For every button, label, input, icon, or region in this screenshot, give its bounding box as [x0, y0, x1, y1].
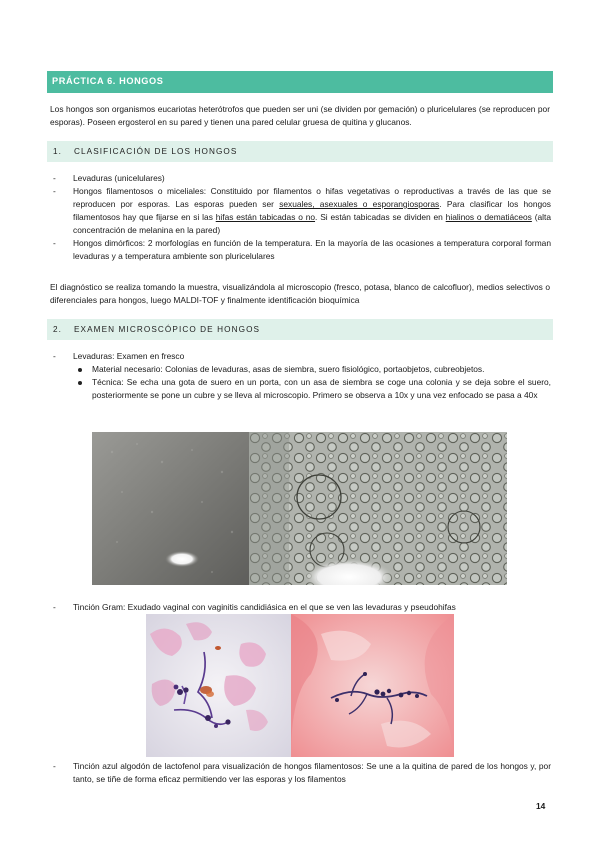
- item-text: Hongos dimórficos: 2 morfologías en función de la temperatura. En la mayoría de las ocasiones a temperatura corporal forman levaduras y a temperatura ambiente son pluricelulares: [73, 238, 551, 261]
- list-dash: -: [53, 761, 56, 771]
- microscope-yeast-40x-image: [249, 432, 507, 585]
- item-text: . Si están tabicadas se dividen en: [315, 212, 446, 222]
- section-title: CLASIFICACIÓN DE LOS HONGOS: [74, 147, 238, 156]
- microscope-fresh-10x-image: [92, 432, 249, 585]
- list-dash: -: [53, 238, 56, 248]
- gram-stain-item: [53, 601, 551, 614]
- item-text: Hongos filamentosos o miceliales: Constituido por filamentos o hifas vegetativas o reproductivas a través de las que se reproducen por esporas. Las esporas pueden ser: [73, 186, 551, 209]
- section-heading-examen: [47, 319, 553, 340]
- list-item: [53, 350, 551, 402]
- classification-list: [53, 172, 551, 263]
- list-item: [53, 185, 551, 237]
- item-text: . Para clasificar los hongos filamentosos hay que fijarse en si las: [73, 199, 551, 222]
- sub-list-item: [73, 363, 551, 376]
- item-text: Tinción azul algodón de lactofenol para visualización de hongos filamentosos: Se une a la quitina de pared de los hongos y, por tanto, se tiñe de forma eficaz permitiendo ver las esporas y los filamentos: [73, 761, 551, 784]
- section-heading-clasificacion: [47, 141, 553, 162]
- item-text: Levaduras (unicelulares): [73, 173, 165, 183]
- item-text: (alta concentración de melanina en la pared): [73, 212, 551, 235]
- gram-stain-image-2: [291, 614, 454, 757]
- list-dash: -: [53, 351, 56, 361]
- lactophenol-stain-item: [53, 760, 551, 786]
- bullet-icon: [78, 368, 82, 372]
- underlined-text: hifas están tabicadas o no: [215, 212, 316, 222]
- item-text: Levaduras: Examen en fresco: [73, 351, 185, 361]
- list-item: [53, 237, 551, 263]
- intro-paragraph: Los hongos son organismos eucariotas heterótrofos que pueden ser uni (se dividen por gemación) o pluricelulares (se reproducen por esporas). Poseen ergosterol en su pared y tienen una pared celular gruesa de quitina y glucanos.: [50, 104, 550, 127]
- underlined-text: sexuales, asexuales o esporangiosporas: [279, 199, 440, 209]
- bullet-icon: [78, 381, 82, 385]
- list-dash: -: [53, 173, 56, 183]
- list-dash: -: [53, 602, 56, 612]
- section-number: 2.: [53, 325, 63, 334]
- page-title: PRÁCTICA 6. HONGOS: [47, 71, 553, 93]
- item-text: Material necesario: Colonias de levaduras, asas de siembra, suero fisiológico, portaobjetos, cubreobjetos.: [92, 364, 485, 374]
- item-text: Tinción Gram: Exudado vaginal con vaginitis candidiásica en el que se ven las levaduras y pseudohifas: [73, 602, 456, 612]
- section-number: 1.: [53, 147, 63, 156]
- gram-stain-image-1: [146, 614, 291, 757]
- list-item: [53, 172, 551, 185]
- sub-list-item: [73, 376, 551, 402]
- underlined-text: hialinos o dematiáceos: [445, 212, 532, 222]
- page-number: 14: [536, 801, 546, 811]
- exam-list: [53, 350, 551, 402]
- item-text: Técnica: Se echa una gota de suero en un porta, con un asa de siembra se coge una colonia y se deja sobre el suero, posteriormente se pone un cubre y se lleva al microscopio. Primero se observa a 10x y una vez enfocado se pasa a 40x: [92, 377, 551, 400]
- sub-list: [73, 363, 551, 402]
- section-title: EXAMEN MICROSCÓPICO DE HONGOS: [74, 325, 261, 334]
- diagnosis-paragraph: El diagnóstico se realiza tomando la muestra, visualizándola al microscopio (fresco, potasa, blanco de calcofluor), medios selectivos o diferenciales para hongos, luego MALDI-TOF y finalmente identificación bioquímica: [50, 282, 550, 305]
- list-dash: -: [53, 186, 56, 196]
